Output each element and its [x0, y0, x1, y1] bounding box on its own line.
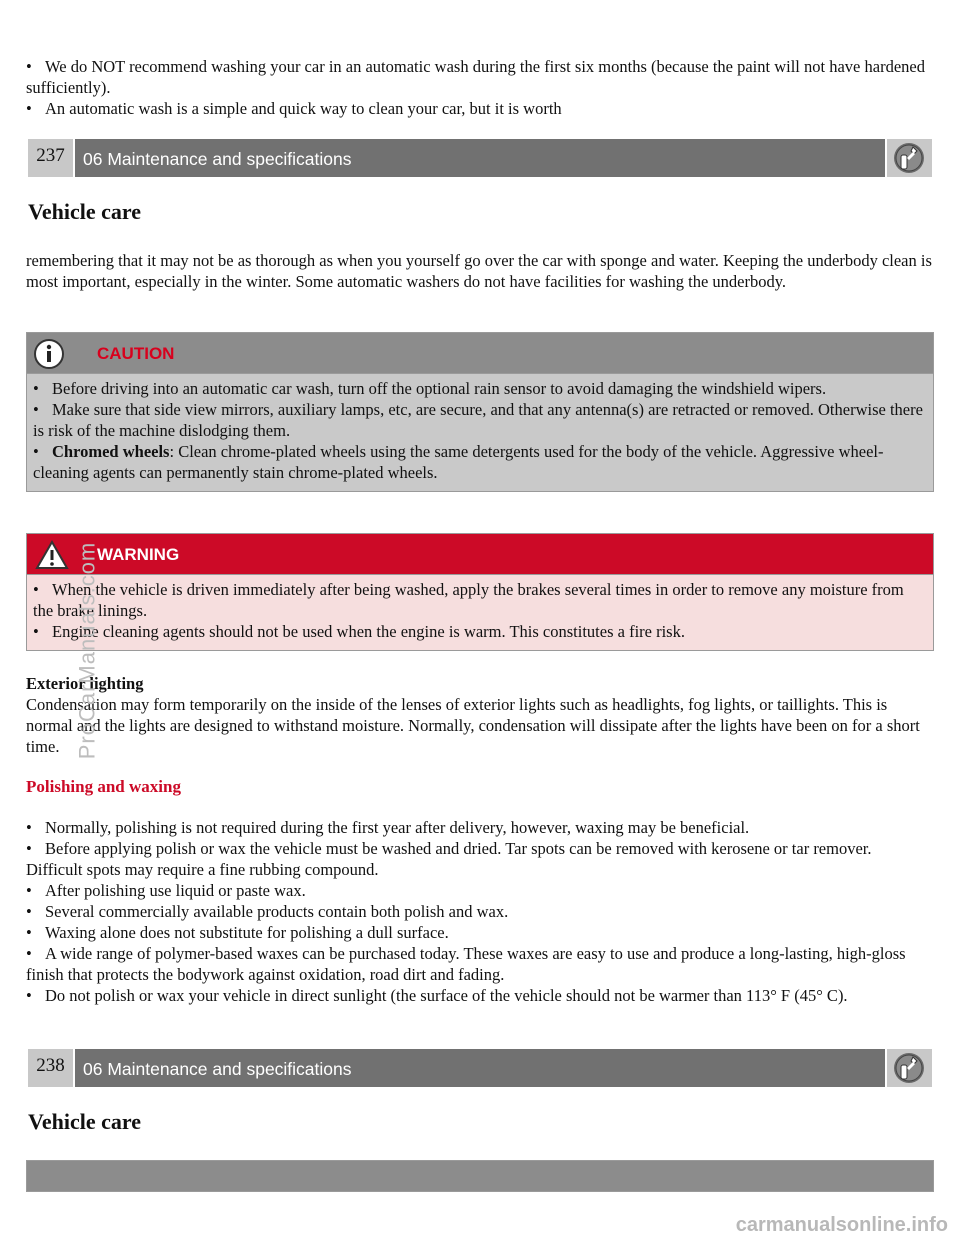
list-item: [26, 901, 932, 922]
warning-text: Engine cleaning agents should not be used when the engine is warm. This constitutes a fire risk.: [52, 622, 685, 641]
caution-label: CAUTION: [97, 344, 175, 363]
polishing-title: Polishing and waxing: [26, 777, 181, 796]
list-item: [26, 922, 932, 943]
bullet-icon: •: [33, 379, 39, 398]
polishing-text: Do not polish or wax your vehicle in direct sunlight (the surface of the vehicle should not be warmer than 113° F (45° C).: [45, 986, 848, 1005]
wrench-icon: [887, 1049, 932, 1087]
section-title: 06 Maintenance and specifications: [75, 1049, 885, 1087]
bullet-text: We do NOT recommend washing your car in an automatic wash during the first six months (because the paint will not have hardened sufficiently).: [26, 57, 925, 97]
warning-box: [26, 533, 934, 651]
bullet-icon: •: [26, 944, 32, 963]
page-number: 238: [28, 1049, 73, 1087]
exterior-lighting-title: Exterior lighting: [26, 674, 144, 693]
wrench-icon: [887, 139, 932, 177]
bullet-icon: •: [26, 986, 32, 1005]
polishing-text: Several commercially available products contain both polish and wax.: [45, 902, 509, 921]
bullet-icon: •: [26, 57, 32, 76]
info-icon: [33, 338, 65, 375]
caution-header: [27, 333, 933, 374]
bullet-icon: •: [26, 99, 32, 118]
caution-body: [27, 374, 933, 491]
polishing-text: Waxing alone does not substitute for polishing a dull surface.: [45, 923, 449, 942]
caution-text: Make sure that side view mirrors, auxiliary lamps, etc, are secure, and that any antenna(s) are retracted or removed. Otherwise there is risk of the machine dislodging them.: [33, 400, 923, 440]
page-number: 237: [28, 139, 73, 177]
bullet-icon: •: [26, 839, 32, 858]
warning-body: [27, 575, 933, 650]
list-item: [26, 838, 932, 880]
list-item: [26, 98, 932, 119]
intro-paragraph: remembering that it may not be as thorough as when you yourself go over the car with sponge and water. Keeping the underbody clean is most important, especially in the winter. Some automatic washers do not have facilities for washing the underbody.: [26, 251, 932, 291]
polishing-text: After polishing use liquid or paste wax.: [45, 881, 306, 900]
bullet-icon: •: [33, 400, 39, 419]
list-item: [33, 441, 927, 483]
polishing-text: Normally, polishing is not required during the first year after delivery, however, waxing may be beneficial.: [45, 818, 750, 837]
info-box-partial: [26, 1160, 934, 1192]
exterior-lighting-text: Condensation may form temporarily on the inside of the lenses of exterior lights such as headlights, fog lights, or taillights. This is normal and the lights are designed to withstand moisture. Normally, condensation will dissipate after the lights have been on for a short time.: [26, 695, 920, 756]
bullet-icon: •: [33, 622, 39, 641]
bullet-icon: •: [26, 923, 32, 942]
section-title: 06 Maintenance and specifications: [75, 139, 885, 177]
list-item: [26, 985, 932, 1006]
caution-text: Before driving into an automatic car wash, turn off the optional rain sensor to avoid damaging the windshield wipers.: [52, 379, 827, 398]
bullet-icon: •: [33, 580, 39, 599]
warning-triangle-icon: [35, 540, 69, 575]
list-item: [33, 399, 927, 441]
page-title: Vehicle care: [28, 199, 142, 224]
list-item: [33, 621, 927, 642]
bullet-icon: •: [26, 902, 32, 921]
bullet-text: An automatic wash is a simple and quick way to clean your car, but it is worth: [45, 99, 562, 118]
section-header-bar: [28, 139, 932, 177]
list-item: [26, 56, 932, 98]
side-watermark: ProCarManuals.com: [74, 541, 100, 760]
list-item: [33, 579, 927, 621]
bullet-icon: •: [26, 818, 32, 837]
bullet-icon: •: [33, 442, 39, 461]
list-item: [33, 378, 927, 399]
warning-text: When the vehicle is driven immediately after being washed, apply the brakes several times in order to remove any moisture from the brake linings.: [33, 580, 904, 620]
polishing-text: A wide range of polymer-based waxes can be purchased today. These waxes are easy to use and produce a long-lasting, high-gloss finish that protects the bodywork against oxidation, road dirt and fading.: [26, 944, 906, 984]
list-item: [26, 817, 932, 838]
footer-watermark: carmanualsonline.info: [735, 1214, 948, 1236]
warning-header: [27, 534, 933, 575]
caution-text: [33, 441, 927, 483]
section-header-bar: [28, 1049, 932, 1087]
bullet-icon: •: [26, 881, 32, 900]
caution-box: [26, 332, 934, 492]
warning-label: WARNING: [97, 545, 180, 564]
list-item: [26, 880, 932, 901]
list-item: [26, 943, 932, 985]
polishing-text: Before applying polish or wax the vehicle must be washed and dried. Tar spots can be removed with kerosene or tar remover. Difficult spots may require a fine rubbing compound.: [26, 839, 872, 879]
page-title: Vehicle care: [28, 1109, 142, 1134]
caution-bold-term: Chromed wheels: [52, 442, 170, 461]
caution-text-rest: : Clean chrome-plated wheels using the same detergents used for the body of the vehicle. Aggressive wheel-cleaning agents can permanently stain chrome-plated wheels.: [33, 442, 884, 482]
